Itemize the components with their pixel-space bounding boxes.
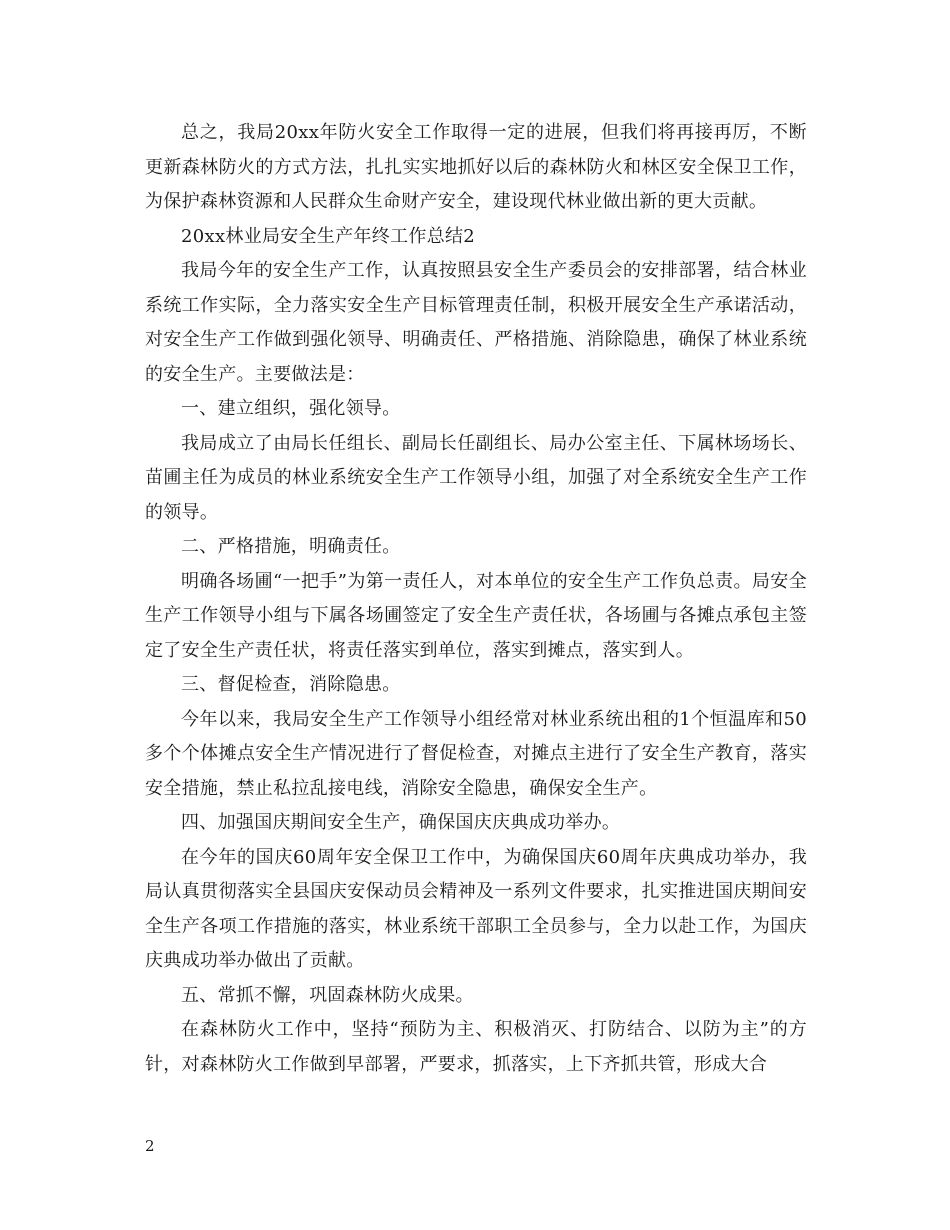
document-body — [145, 116, 807, 1082]
section-title: 20xx林业局安全生产年终工作总结2 — [181, 225, 476, 247]
heading-3: 三、督促检查，消除隐患。 — [181, 674, 401, 695]
paragraph-1: 我局成立了由局长任组长、副局长任副组长、局办公室主任、下属林场场长、苗圃主任为成员的林业系统安全生产工作领导小组，加强了对全系统安全生产工作的领导。 — [145, 432, 807, 523]
page-number: 2 — [145, 1137, 155, 1155]
paragraph-2: 明确各场圃“一把手”为第一责任人，对本单位的安全生产工作负总责。局安全生产工作领导小组与下属各场圃签定了安全生产责任状，各场圃与各摊点承包主签定了安全生产责任状，将责任落实到单位，落实到摊点，落实到人。 — [145, 570, 807, 661]
heading-4: 四、加强国庆期间安全生产，确保国庆庆典成功举办。 — [181, 812, 621, 833]
paragraph-4: 在今年的国庆60周年安全保卫工作中，为确保国庆60周年庆典成功举办，我局认真贯彻落实全县国庆安保动员会精神及一系列文件要求，扎实推进国庆期间安全生产各项工作措施的落实，林业系统干部职工全员参与，全力以赴工作，为国庆庆典成功举办做出了贡献。 — [145, 846, 807, 971]
paragraph-intro: 我局今年的安全生产工作，认真按照县安全生产委员会的安排部署，结合林业系统工作实际，全力落实安全生产目标管理责任制，积极开展安全生产承诺活动，对安全生产工作做到强化领导、明确责任、严格措施、消除隐患，确保了林业系统的安全生产。主要做法是： — [145, 260, 807, 385]
heading-5: 五、常抓不懈，巩固森林防火成果。 — [181, 984, 474, 1006]
paragraph-3: 今年以来，我局安全生产工作领导小组经常对林业系统出租的1个恒温库和50多个个体摊点安全生产情况进行了督促检查，对摊点主进行了安全生产教育，落实安全措施，禁止私拉乱接电线，消除安全隐患，确保安全生产。 — [145, 708, 807, 799]
paragraph-summary: 总之，我局20xx年防火安全工作取得一定的进展，但我们将再接再厉，不断更新森林防火的方式方法，扎扎实实地抓好以后的森林防火和林区安全保卫工作，为保护森林资源和人民群众生命财产安全，建设现代林业做出新的更大贡献。 — [145, 122, 807, 212]
heading-2: 二、严格措施，明确责任。 — [181, 536, 401, 557]
heading-1: 一、建立组织，强化领导。 — [181, 398, 401, 419]
paragraph-5: 在森林防火工作中，坚持“预防为主、积极消灭、打防结合、以防为主”的方针，对森林防火工作做到早部署，严要求，抓落实，上下齐抓共管，形成大合 — [145, 1019, 807, 1075]
